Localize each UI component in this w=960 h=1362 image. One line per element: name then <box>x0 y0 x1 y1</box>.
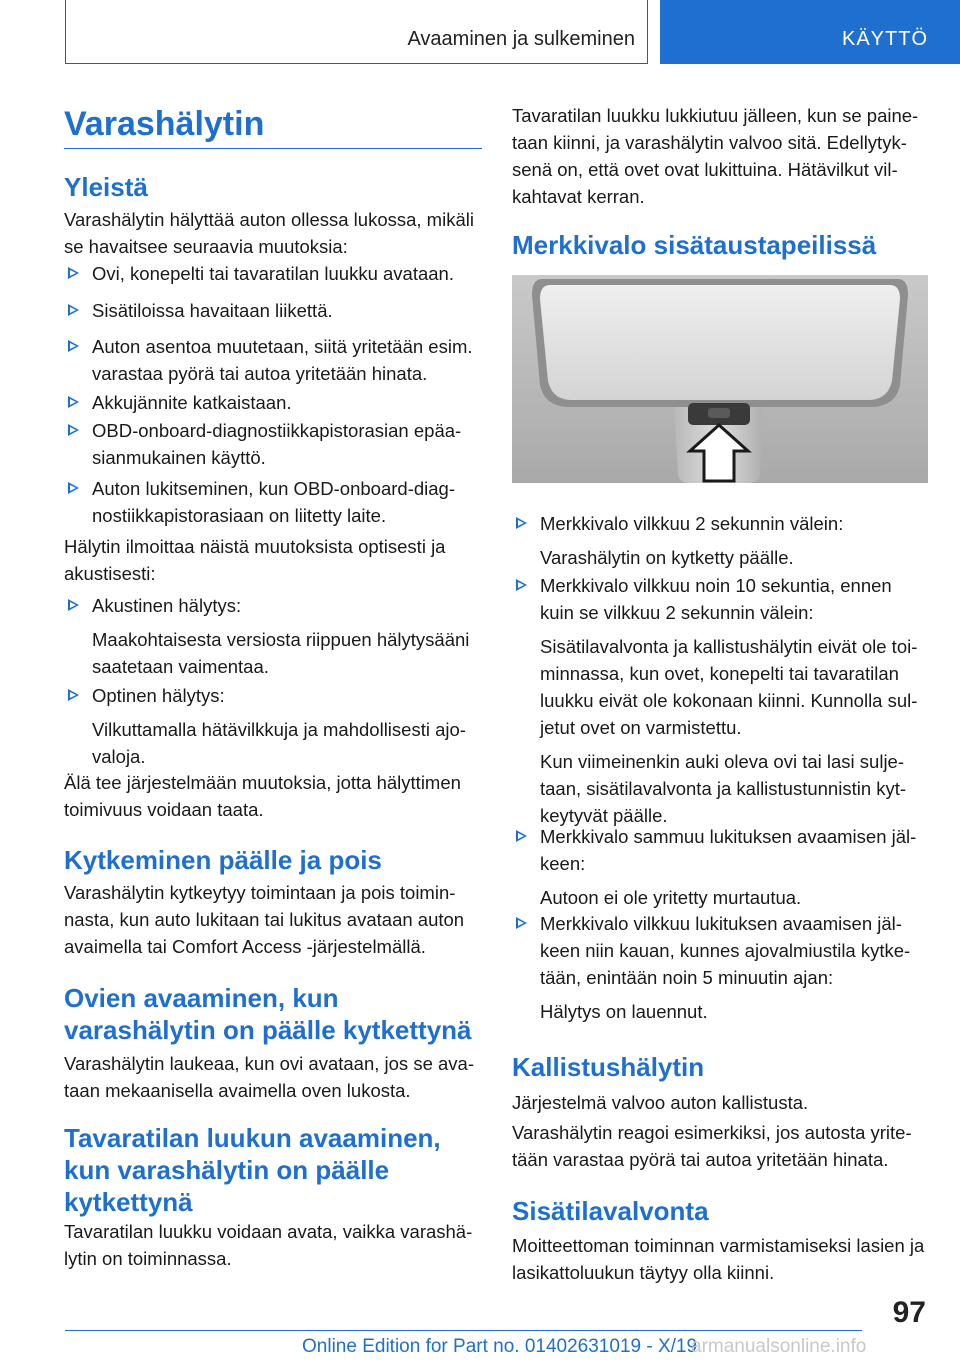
para-switch: Varashälytin kytkeytyy toimintaan ja pois toimin-nasta, kun auto lukitaan tai lukitus avataan auton avaimella tai Comfort Access -järjestelmällä. <box>64 882 465 957</box>
para-interior: Moitteettoman toiminnan varmistamiseksi lasien ja lasikattoluukun täytyy olla kiinni. <box>512 1235 925 1283</box>
triangle-bullet-icon <box>516 830 527 842</box>
heading-interior: Sisätilavalvonta <box>512 1196 709 1226</box>
list-item: Auton asentoa muutetaan, siitä yritetään esim. varastaa pyörä tai autoa yritetään hinata. <box>64 333 482 387</box>
triangle-bullet-icon <box>68 340 79 352</box>
para-tilt-1: Järjestelmä valvoo auton kallistusta. <box>512 1092 809 1113</box>
triangle-bullet-icon <box>68 482 79 494</box>
rearview-mirror-illustration <box>512 275 928 483</box>
triangle-bullet-icon <box>516 917 527 929</box>
para-trunk-continued: Tavaratilan luukku lukkiutuu jälleen, kun se paine-taan kiinni, ja varashälytin valvoo sitä. Edellytyk-senä on, että ovet ovat lukittuina. Hätävilkut vil-kahtavat kerran. <box>512 105 919 207</box>
list-item: Sisätiloissa havaitaan liikettä. <box>64 297 482 324</box>
footer-rule <box>65 1330 862 1331</box>
para-alarm: Hälytin ilmoittaa näistä muutoksista optisesti ja akustisesti: <box>64 536 446 584</box>
para-general: Varashälytin hälyttää auton ollessa lukossa, mikäli se havaitsee seuraavia muutoksia: <box>64 209 474 257</box>
list-item: Optinen hälytys: Vilkuttamalla hätävilkkuja ja mahdollisesti ajo-valoja. <box>64 682 482 770</box>
para-doors: Varashälytin laukeaa, kun ovi avataan, jos se ava-taan mekaanisella avaimella oven lukosta. <box>64 1053 474 1101</box>
heading-switch: Kytkeminen päälle ja pois <box>64 845 382 875</box>
heading-general: Yleistä <box>64 172 148 202</box>
triangle-bullet-icon <box>68 396 79 408</box>
list-item: Merkkivalo vilkkuu 2 sekunnin välein: Varashälytin on kytketty päälle. <box>512 510 928 571</box>
para-tilt-2: Varashälytin reagoi esimerkiksi, jos autosta yrite-tään varastaa pyörä tai autoa yritetään hinata. <box>512 1122 912 1170</box>
list-item: Ovi, konepelti tai tavaratilan luukku avataan. <box>64 260 482 287</box>
header-chapter-title: KÄYTTÖ <box>841 28 928 50</box>
header-section-box <box>65 0 648 64</box>
para-trunk: Tavaratilan luukku voidaan avata, vaikka varashä-lytin on toiminnassa. <box>64 1221 473 1269</box>
list-item: Auton lukitseminen, kun OBD-onboard-diag-nostiikkapistorasiaan on liitetty laite. <box>64 475 482 529</box>
triangle-bullet-icon <box>68 424 79 436</box>
triangle-bullet-icon <box>516 517 527 529</box>
heading-doors: Ovien avaaminen, kun varashälytin on päälle kytkettynä <box>64 983 472 1045</box>
watermark: armanualsonline.info <box>691 1336 867 1357</box>
page-number: 97 <box>892 1296 926 1329</box>
triangle-bullet-icon <box>68 267 79 279</box>
list-item: OBD-onboard-diagnostiikkapistorasian epäa-sianmukainen käyttö. <box>64 417 482 471</box>
list-item: Akustinen hälytys: Maakohtaisesta versiosta riippuen hälytysääni saatetaan vaimentaa. <box>64 592 482 680</box>
header-chapter-tab <box>660 0 960 64</box>
title-rule <box>64 148 482 149</box>
para-warning: Älä tee järjestelmään muutoksia, jotta hälyttimen toimivuus voidaan taata. <box>64 772 461 820</box>
list-item: Merkkivalo vilkkuu noin 10 sekuntia, ennen kuin se vilkkuu 2 sekunnin välein: Sisätilavalvonta ja kallistushälytin eivät ole toi-minnassa, kun ovet, konepelti tai tavaratilan luukku eivät ole kokonaan kiinni. Kunnolla sul-jetut ovet on varmistettu. Kun viimeinenkin auki oleva ovi tai lasi sulje-taan, sisätilavalvonta ja kallistustunnistin kyt-keytyvät päälle. <box>512 572 928 829</box>
triangle-bullet-icon <box>68 689 79 701</box>
triangle-bullet-icon <box>516 579 527 591</box>
heading-indicator: Merkkivalo sisätaustapeilissä <box>512 230 877 260</box>
list-item: Merkkivalo vilkkuu lukituksen avaamisen jäl-keen niin kauan, kunnes ajovalmiustila kytke-tään, enintään noin 5 minuutin ajan: Hälytys on lauennut. <box>512 910 928 1025</box>
page-title: Varashälytin <box>64 105 265 143</box>
heading-tilt: Kallistushälytin <box>512 1052 705 1082</box>
triangle-bullet-icon <box>68 599 79 611</box>
list-item: Merkkivalo sammuu lukituksen avaamisen jäl-keen: Autoon ei ole yritetty murtautua. <box>512 823 928 911</box>
header-section-title: Avaaminen ja sulkeminen <box>407 28 635 50</box>
heading-trunk: Tavaratilan luukun avaaminen, kun varashälytin on päälle kytkettynä <box>64 1123 441 1217</box>
edition-text: Online Edition for Part no. 01402631019 - X/19 <box>302 1336 698 1357</box>
triangle-bullet-icon <box>68 304 79 316</box>
list-item: Akkujännite katkaistaan. <box>64 389 482 416</box>
